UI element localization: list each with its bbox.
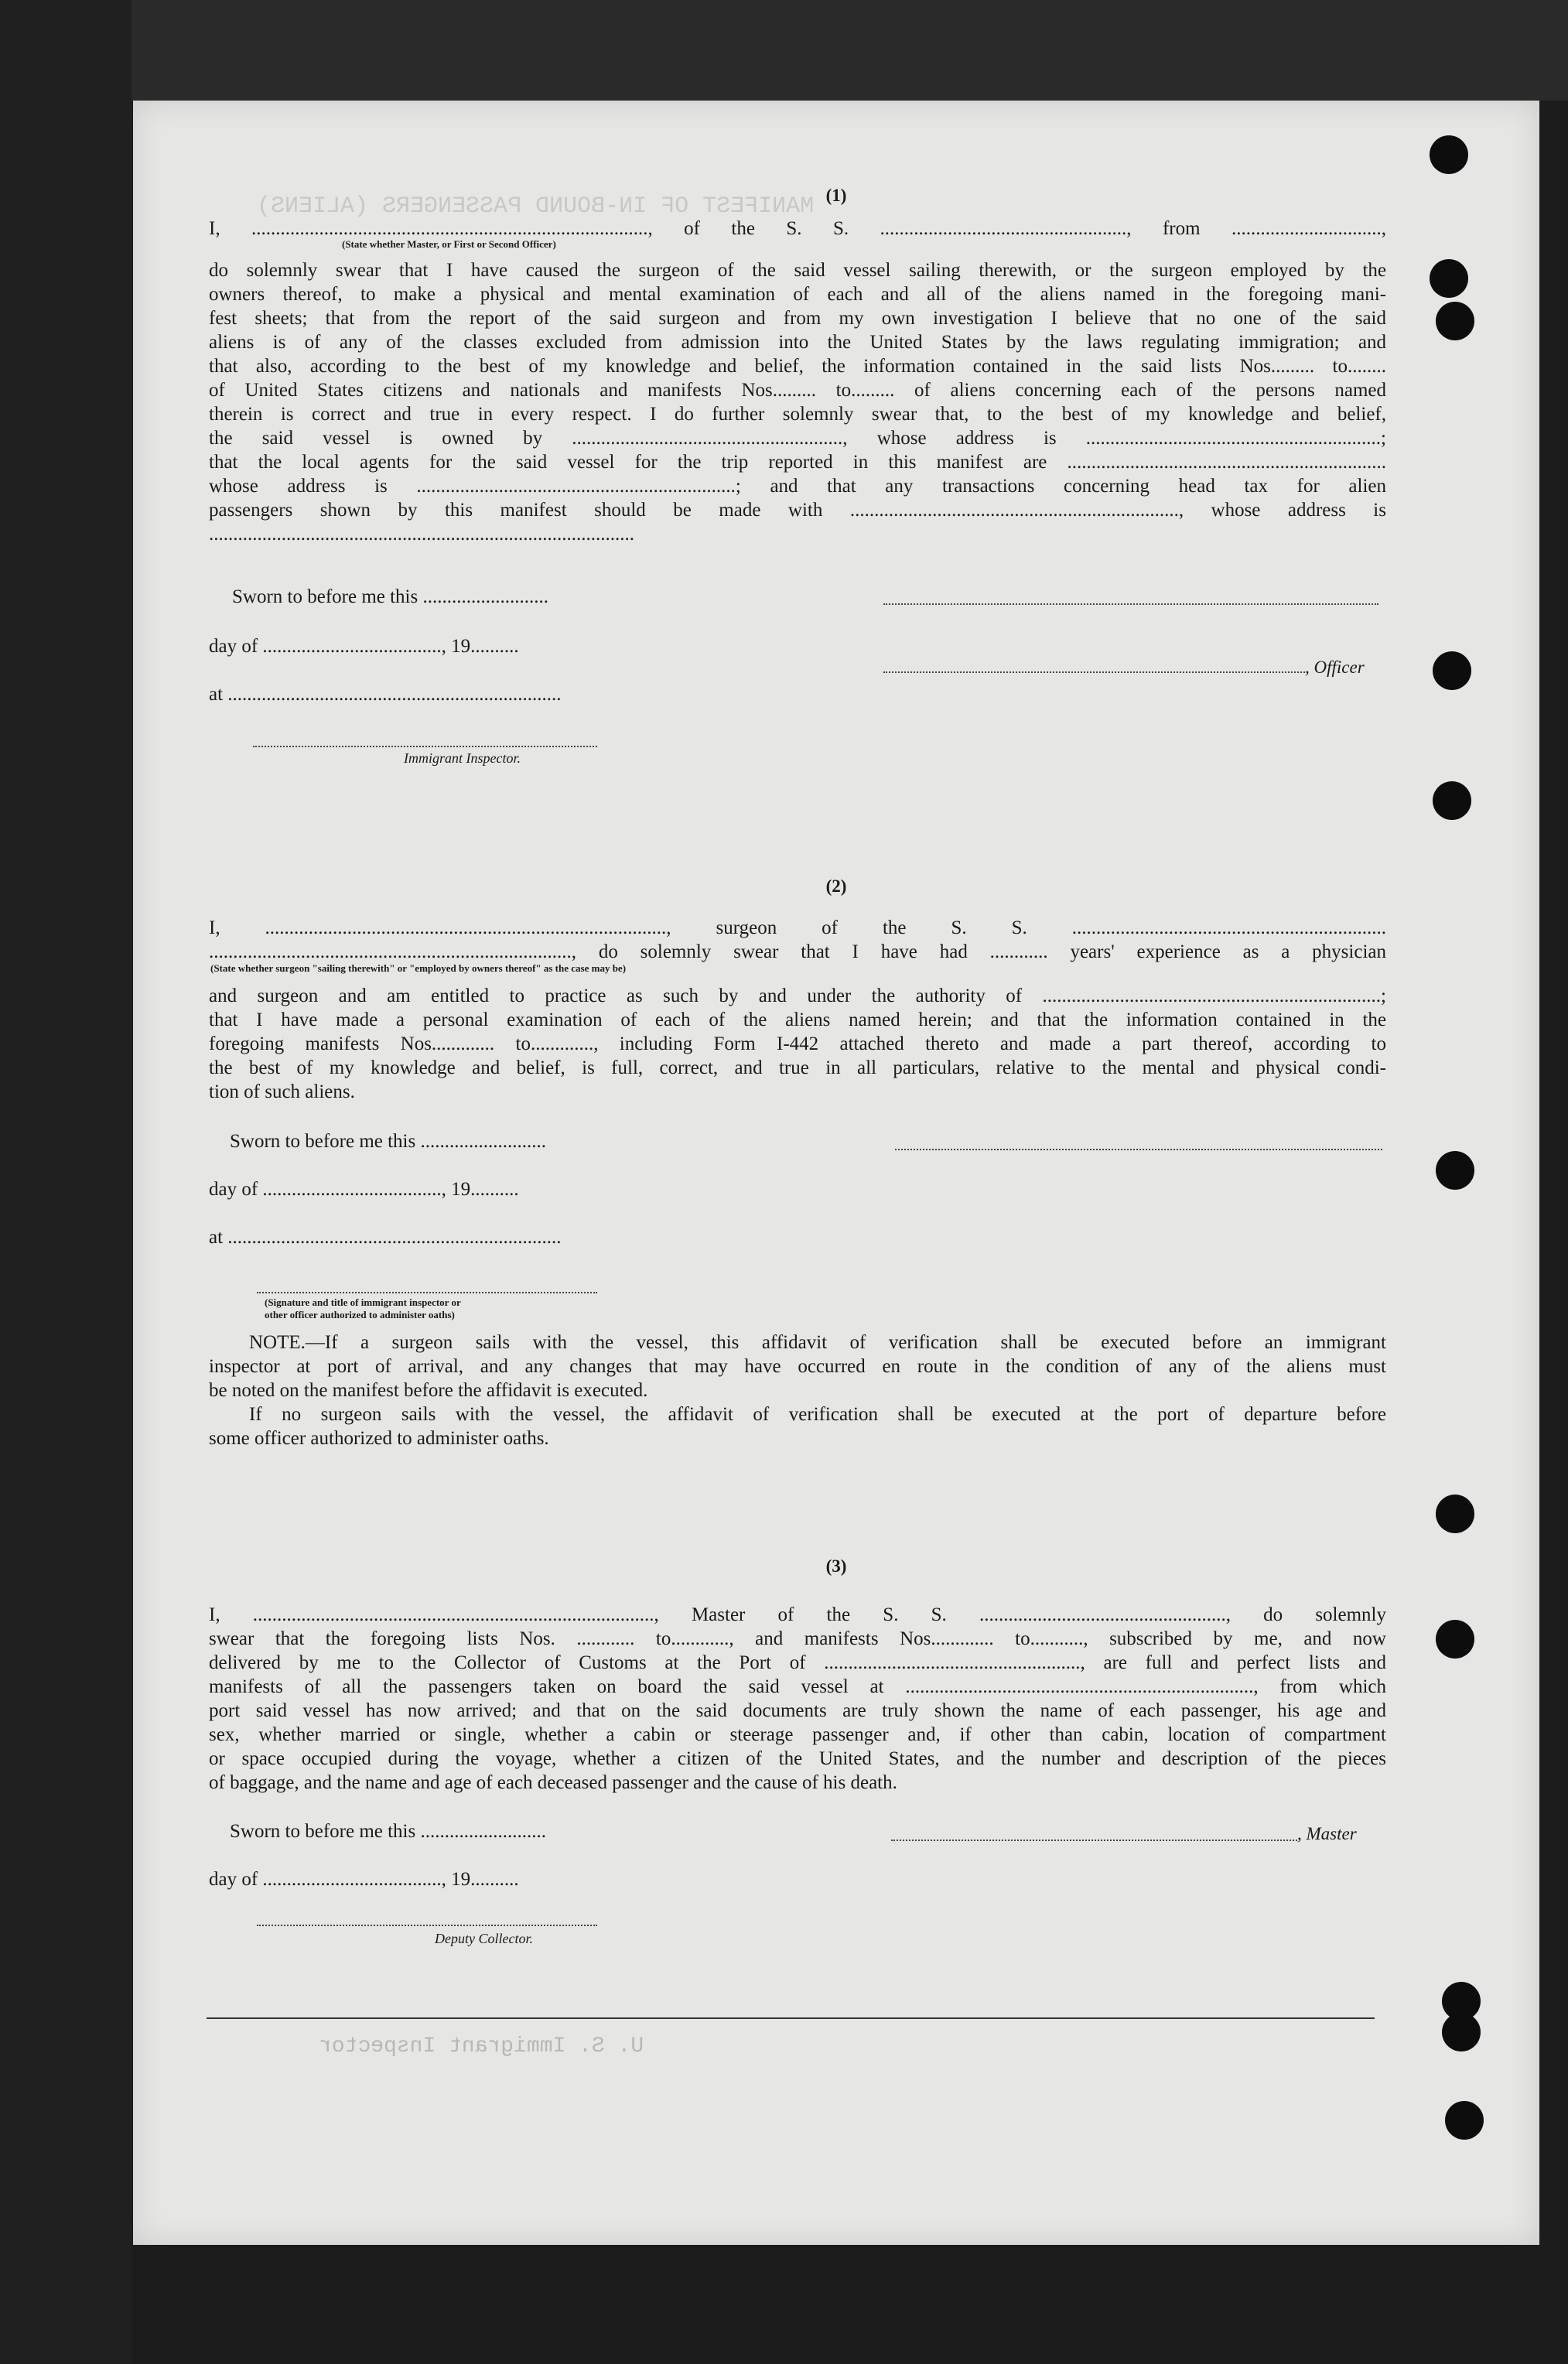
master-caption: , Master <box>1297 1824 1357 1843</box>
section-3-line-7: or space occupied during the voyage, whether a citizen of the United States, and the number and description of the pieces <box>209 1748 1386 1769</box>
punch-hole <box>1433 651 1471 690</box>
section-2-line-3: and surgeon and am entitled to practice as such by and under the authority of ......................................................................; <box>209 986 1386 1006</box>
section-3-line-8: of baggage, and the name and age of each deceased passenger and the cause of his death. <box>209 1772 897 1793</box>
master-signature-line <box>891 1840 1297 1841</box>
section-1-line-4: fest sheets; that from the report of the said surgeon and from my own investigation I believe that no one of the said <box>209 308 1386 329</box>
note-line-1: NOTE.—If a surgeon sails with the vessel, this affidavit of verification shall be executed before an immigrant <box>249 1332 1386 1353</box>
section-1-line-3: owners thereof, to make a physical and mental examination of each and all of the aliens named in the foregoing mani- <box>209 284 1386 305</box>
punch-hole <box>1436 1620 1474 1659</box>
section-1-line-6: that also, according to the best of my knowledge and belief, the information contained in the said lists Nos......... to........ <box>209 356 1386 377</box>
section-2-heading: (2) <box>825 876 847 896</box>
punch-hole <box>1445 2101 1484 2140</box>
scan-background-left <box>0 0 132 2364</box>
punch-hole <box>1436 302 1474 340</box>
section-3-day-of: day of ....................................., 19.......... <box>209 1869 519 1890</box>
section-2-day-of: day of ....................................., 19.......... <box>209 1179 519 1200</box>
officer-note: (State whether Master, or First or Second Officer) <box>342 238 556 250</box>
section-2-signature-line <box>895 1149 1382 1150</box>
surgeon-note: (State whether surgeon "sailing therewith" or "employed by owners thereof" as the case may be) <box>210 962 627 974</box>
inspector-caption: Immigrant Inspector. <box>404 750 521 766</box>
section-1-line-13: ........................................................................................ <box>209 524 634 545</box>
section-2-line-6: the best of my knowledge and belief, is full, correct, and true in all particulars, relative to the mental and physical condi- <box>209 1057 1386 1078</box>
bleed-through-text: MANIFEST OF IN-BOUND PASSENGERS (ALIENS) <box>257 193 815 220</box>
section-1-officer-signature-line-2 <box>883 671 1305 673</box>
officer-caption: , Officer <box>1305 658 1365 677</box>
manifest-page <box>133 101 1539 2245</box>
section-3-line-3: delivered by me to the Collector of Customs at the Port of ....................................................., are full and perfect lists and <box>209 1652 1386 1673</box>
section-1-sworn: Sworn to before me this .......................... <box>232 586 548 607</box>
note-line-3: be noted on the manifest before the affidavit is executed. <box>209 1380 648 1401</box>
section-1-officer-signature-line-1 <box>883 603 1378 605</box>
section-3-line-5: port said vessel has now arrived; and that on the said documents are truly shown the name of each passenger, his age and <box>209 1700 1386 1721</box>
note-line-5: some officer authorized to administer oaths. <box>209 1428 549 1449</box>
punch-hole <box>1430 135 1468 174</box>
inspector-signature-line <box>253 746 597 747</box>
section-1-line-7: of United States citizens and nationals and manifests Nos......... to......... of aliens concerning each of the persons named <box>209 380 1386 401</box>
bottom-rule <box>207 2017 1375 2019</box>
section-3-sworn: Sworn to before me this .......................... <box>230 1821 546 1842</box>
section-1-line-12: passengers shown by this manifest should be made with ...................................................................., whose address is <box>209 500 1386 521</box>
section-3-line-1: I, ..................................................................................., Master of the S. S. ..................................................., do solemnly <box>209 1604 1386 1625</box>
section-2-at: at ..................................................................... <box>209 1227 562 1248</box>
collector-caption: Deputy Collector. <box>435 1931 533 1946</box>
section-1-line-2: do solemnly swear that I have caused the surgeon of the said vessel sailing therewith, or the surgeon employed by the <box>209 260 1386 281</box>
punch-hole <box>1430 259 1468 298</box>
section-1-line-1: I, .................................................................................., of the S. S. ..................................................., from ..............................., <box>209 218 1386 239</box>
section-2-line-1: I, ..................................................................................., surgeon of the S. S. ................................................................. <box>209 917 1386 938</box>
section-3-heading: (3) <box>825 1556 847 1576</box>
section-3-line-2: swear that the foregoing lists Nos. ............ to............, and manifests Nos............. to..........., subscribed by me, and now <box>209 1628 1386 1649</box>
section-2-sworn: Sworn to before me this .......................... <box>230 1131 546 1152</box>
section-2-line-2: ..........................................................................., do solemnly swear that I have had ............ years' experience as a physician <box>209 941 1386 962</box>
signature-caption-1: (Signature and title of immigrant inspector or <box>265 1296 461 1308</box>
section-2-line-5: foregoing manifests Nos............. to............., including Form I-442 attached thereto and made a part thereof, according to <box>209 1033 1386 1054</box>
signature-caption-2: other officer authorized to administer oaths) <box>265 1309 455 1320</box>
note-line-2: inspector at port of arrival, and any changes that may have occurred en route in the condition of any of the aliens must <box>209 1356 1386 1377</box>
section-1-heading: (1) <box>825 186 847 205</box>
bleed-through-stamp: U. S. Immigrant Inspector <box>319 2034 644 2058</box>
section-3-line-4: manifests of all the passengers taken on board the said vessel at ........................................................................, from which <box>209 1676 1386 1697</box>
punch-hole <box>1436 1495 1474 1533</box>
section-2-line-7: tion of such aliens. <box>209 1081 355 1102</box>
section-1-at: at ..................................................................... <box>209 684 562 705</box>
punch-hole <box>1436 1151 1474 1190</box>
inspector-signature-line-2 <box>257 1292 597 1293</box>
section-1-line-9: the said vessel is owned by ........................................................, whose address is .............................................................; <box>209 428 1386 449</box>
punch-hole <box>1433 781 1471 820</box>
section-2-line-4: that I have made a personal examination of each of the aliens named herein; and that the information contained in the <box>209 1009 1386 1030</box>
section-1-day-of: day of ....................................., 19.......... <box>209 636 519 657</box>
scan-background-top <box>0 0 1568 101</box>
collector-signature-line <box>257 1925 597 1926</box>
section-1-line-5: aliens is of any of the classes excluded from admission into the United States by the laws regulating immigration; and <box>209 332 1386 353</box>
punch-hole <box>1442 2013 1481 2051</box>
section-1-line-8: therein is correct and true in every respect. I do further solemnly swear that, to the best of my knowledge and belief, <box>209 404 1386 425</box>
note-line-4: If no surgeon sails with the vessel, the affidavit of verification shall be executed at the port of departure before <box>249 1404 1386 1425</box>
section-3-line-6: sex, whether married or single, whether a cabin or steerage passenger and, if other than cabin, location of compartment <box>209 1724 1386 1745</box>
section-1-line-10: that the local agents for the said vessel for the trip reported in this manifest are .................................................................. <box>209 452 1386 473</box>
section-1-line-11: whose address is ..................................................................; and that any transactions concerning head tax for alien <box>209 476 1386 497</box>
